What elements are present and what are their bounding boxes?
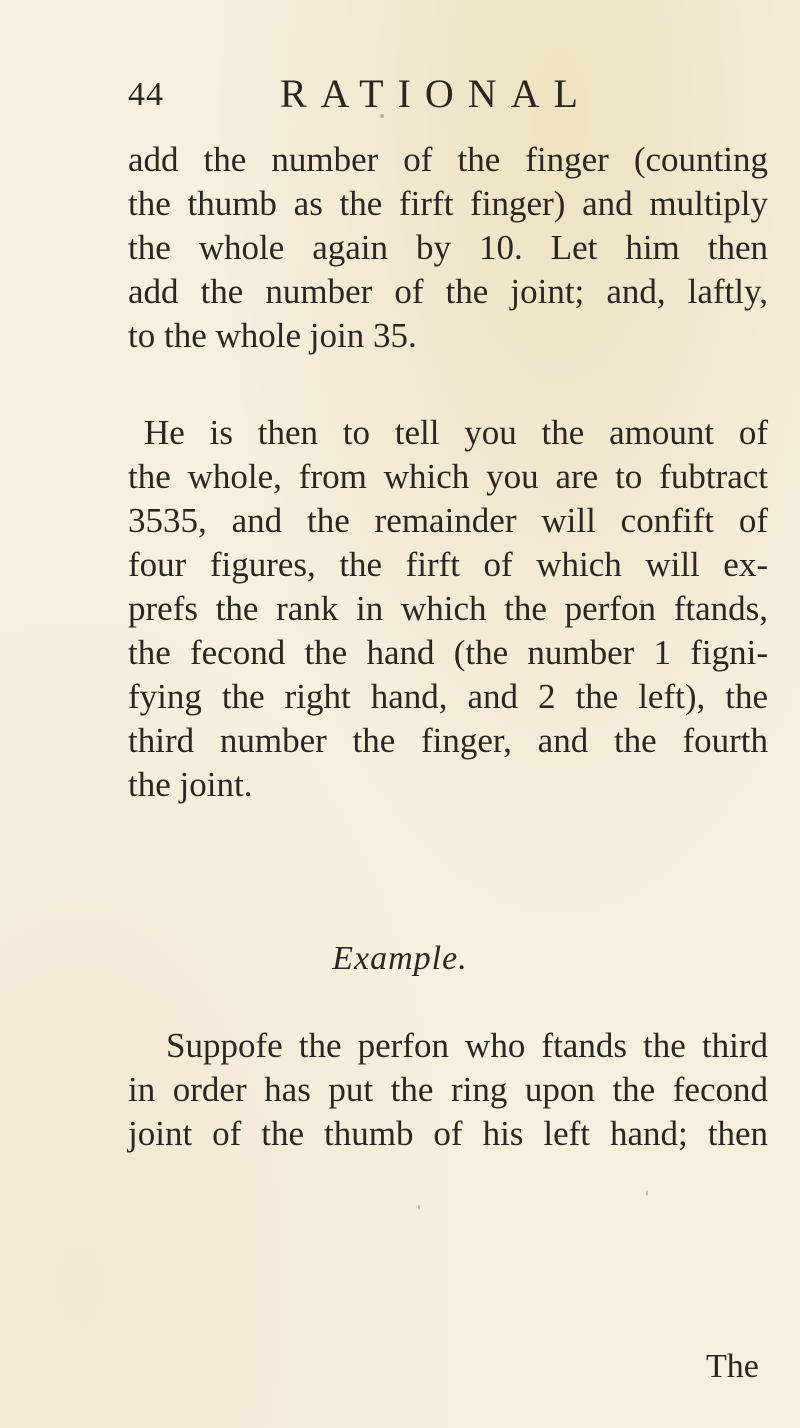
text-line: the whole, from which you are to fubtract (128, 457, 768, 496)
text-line: fying the right hand, and 2 the left), the (128, 677, 768, 716)
paper-speck (418, 1205, 420, 1210)
paper-speck (640, 600, 643, 603)
paper-speck (646, 1190, 648, 1196)
text-line: 3535, and the remainder will confift of (128, 501, 768, 540)
text-line: add the number of the finger (counting (128, 140, 768, 179)
text-line: He is then to tell you the amount of (144, 413, 768, 452)
text-line: in order has put the ring upon the fecond (128, 1070, 768, 1109)
page-number: 44 (128, 76, 164, 113)
text-line: four figures, the firft of which will ex- (128, 545, 768, 584)
text-line: the thumb as the firft finger) and multiply (128, 184, 768, 223)
paragraph-2 (128, 411, 768, 807)
text-line: the joint. (128, 765, 253, 804)
paragraph-1 (128, 138, 768, 358)
text-line: the fecond the hand (the number 1 figni- (128, 633, 768, 672)
text-line: prefs the rank in which the perfon ftands, (128, 589, 768, 628)
text-line: add the number of the joint; and, laftly, (128, 272, 768, 311)
text-line: joint of the thumb of his left hand; then (128, 1114, 768, 1153)
running-head: RATIONAL (280, 71, 592, 116)
text-line: the whole again by 10. Let him then (128, 228, 768, 267)
paragraph-3 (128, 1024, 768, 1156)
page-header (128, 70, 648, 118)
paper-speck (380, 114, 384, 118)
text-line: Suppofe the perfon who ftands the third (166, 1026, 768, 1065)
text-line: to the whole join 35. (128, 316, 417, 355)
example-heading: Example. (332, 940, 468, 977)
text-line: third number the finger, and the fourth (128, 721, 768, 760)
catchword: The (706, 1348, 759, 1385)
